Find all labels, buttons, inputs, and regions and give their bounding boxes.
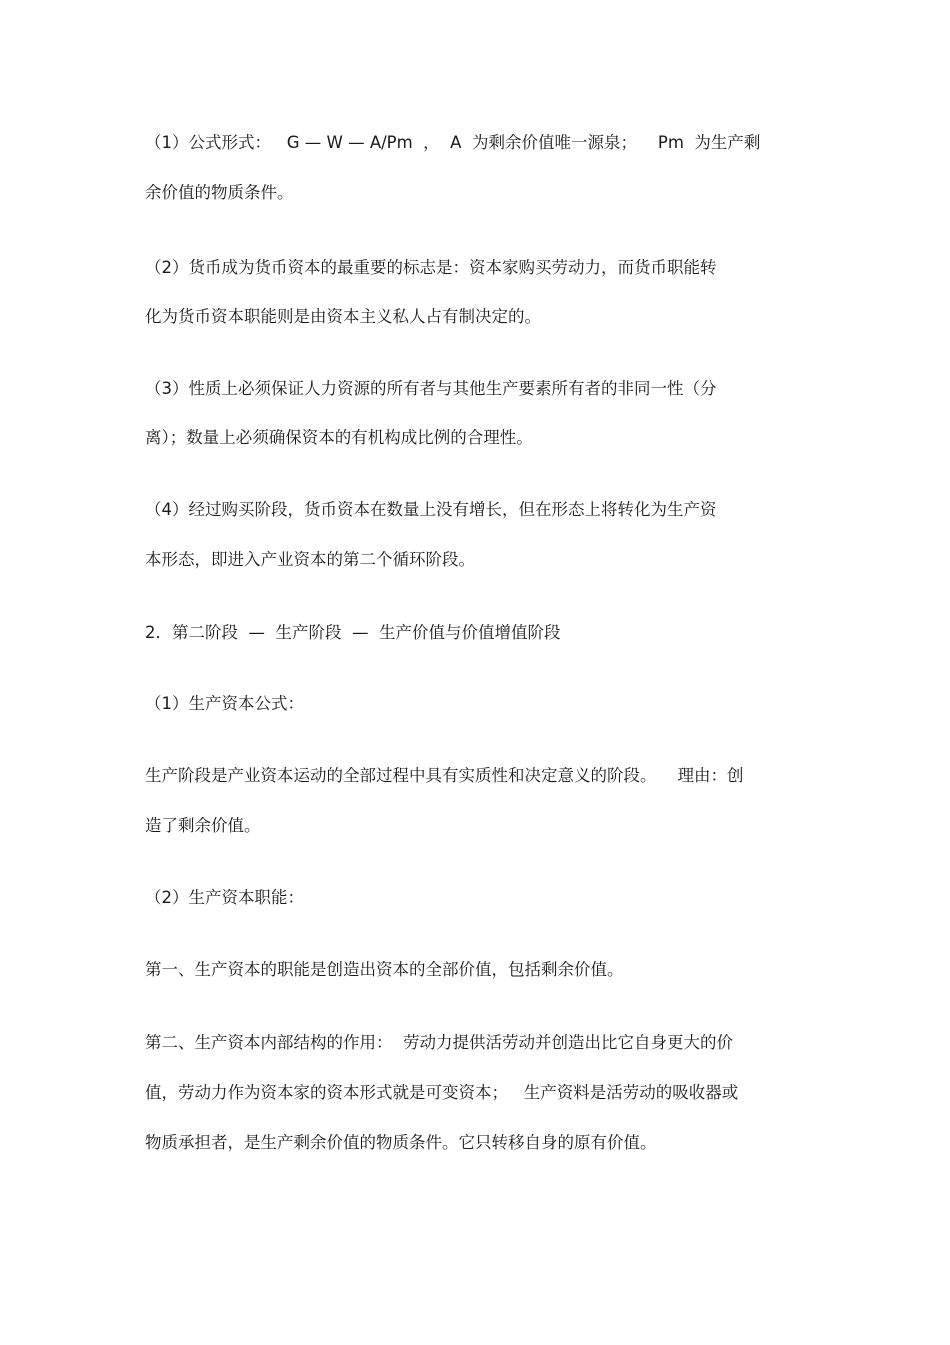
paragraph-1-line-2: 余价值的物质条件。	[145, 183, 294, 202]
paragraph-1-line-1: （1）公式形式： G — W — A/Pm ， A 为剩余价值唯一源泉； Pm 为生产剩	[145, 133, 761, 152]
paragraph-3-line-2: 离）；数量上必须确保资本的有机构成比例的合理性。	[145, 428, 533, 447]
paragraph-6: 第一、生产资本的职能是创造出资本的全部价值，包括剩余价值。	[145, 960, 624, 979]
paragraph-7-line-1: 第二、生产资本内部结构的作用： 劳动力提供活劳动并创造出比它自身更大的价	[145, 1033, 733, 1052]
paragraph-2-line-2: 化为货币资本职能则是由资本主义私人占有制决定的。	[145, 307, 541, 326]
paragraph-4-line-2: 本形态，即进入产业资本的第二个循环阶段。	[145, 550, 475, 569]
paragraph-7-line-2: 值，劳动力作为资本家的资本形式就是可变资本； 生产资料是活劳动的吸收器或	[145, 1083, 739, 1102]
subheading-production-capital-formula: （1）生产资本公式：	[145, 694, 304, 713]
section-heading: 2．第二阶段 — 生产阶段 — 生产价值与价值增值阶段	[145, 623, 561, 642]
paragraph-5-line-1: 生产阶段是产业资本运动的全部过程中具有实质性和决定意义的阶段。 理由：创	[145, 766, 744, 785]
paragraph-2-line-1: （2）货币成为货币资本的最重要的标志是：资本家购买劳动力，而货币职能转	[145, 258, 717, 277]
subheading-production-capital-function: （2）生产资本职能：	[145, 888, 304, 907]
paragraph-4-line-1: （4）经过购买阶段，货币资本在数量上没有增长，但在形态上将转化为生产资	[145, 500, 717, 519]
paragraph-3-line-1: （3）性质上必须保证人力资源的所有者与其他生产要素所有者的非同一性（分	[145, 379, 717, 398]
paragraph-5-line-2: 造了剩余价值。	[145, 816, 261, 835]
paragraph-7-line-3: 物质承担者，是生产剩余价值的物质条件。它只转移自身的原有价值。	[145, 1133, 657, 1152]
